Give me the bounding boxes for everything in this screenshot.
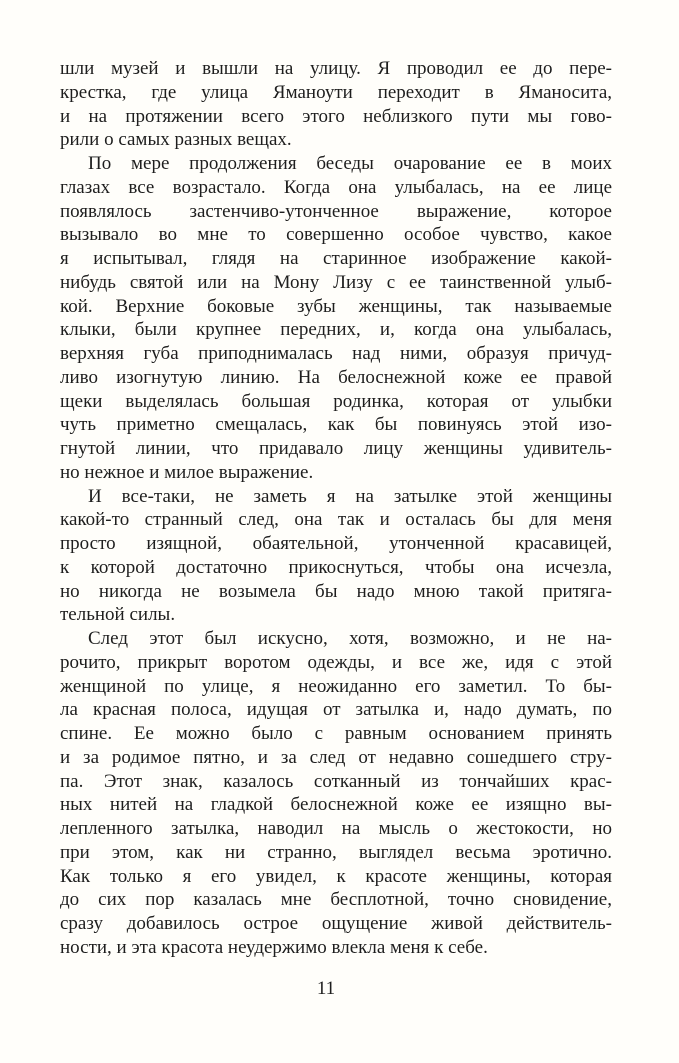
text-line: кой. Верхние боковые зубы женщины, так называемые	[60, 295, 612, 317]
text-line: какой-то странный след, она так и осталась бы для меня	[60, 509, 612, 531]
text-line: нибудь святой или на Мону Лизу с ее таинственной улыб-	[60, 271, 612, 293]
text-line: ных нитей на гладкой белоснежной коже ее изящно вы-	[60, 794, 612, 816]
text-line: вызывало во мне то совершенно особое чувство, какое	[60, 224, 612, 246]
text-line: тельной силы.	[60, 604, 176, 626]
text-line: лепленного затылка, наводил на мысль о жестокости, но	[60, 818, 612, 839]
text-line: крестка, где улица Яманоути переходит в Яманосита,	[60, 81, 612, 103]
text-line: но никогда не возымела бы надо мною такой притяга-	[60, 580, 612, 602]
text-line: глазах все возрастало. Когда она улыбалась, на ее лице	[60, 176, 612, 198]
text-line: ла красная полоса, идущая от затылка и, надо думать, по	[60, 699, 612, 721]
text-line: рочито, прикрыт воротом одежды, и все же, идя с этой	[60, 651, 612, 673]
text-line: ливо изогнутую линию. На белоснежной коже ее правой	[60, 366, 612, 388]
text-line: По мере продолжения беседы очарование ее в моих	[88, 153, 612, 174]
page-number: 11	[316, 978, 336, 999]
text-line: След этот был искусно, хотя, возможно, и не на-	[88, 628, 612, 649]
text-line: сразу добавилось острое ощущение живой действитель-	[60, 913, 612, 934]
text-line: клыки, были крупнее передних, и, когда она улыбалась,	[60, 319, 612, 341]
text-line: шли музей и вышли на улицу. Я проводил ее до пере-	[60, 58, 612, 79]
text-line: щеки выделялась большая родинка, которая от улыбки	[60, 390, 612, 412]
text-line: Как только я его увидел, к красоте женщины, которая	[60, 865, 612, 887]
text-line: И все-таки, не заметь я на затылке этой женщины	[88, 485, 612, 507]
text-line: гнутой линии, что придавало лицу женщины удивитель-	[60, 438, 612, 459]
text-line: при этом, как ни странно, выглядел весьма эротично.	[60, 841, 612, 863]
text-line: верхняя губа приподнималась над ними, образуя причуд-	[60, 343, 612, 364]
text-line: и за родимое пятно, и за след от недавно сошедшего стру-	[60, 746, 612, 768]
text-block	[60, 57, 612, 960]
text-line: просто изящной, обаятельной, утонченной красавицей,	[60, 533, 612, 554]
paragraph	[60, 627, 612, 960]
text-line: спине. Ее можно было с равным основанием принять	[60, 723, 612, 744]
text-line: я испытывал, глядя на старинное изображение какой-	[60, 248, 612, 269]
text-line: женщиной по улице, я неожиданно его заметил. То бы-	[60, 675, 612, 697]
paragraph	[60, 57, 612, 152]
text-line: к которой достаточно прикоснуться, чтобы она исчезла,	[60, 556, 612, 578]
text-line: но нежное и милое выражение.	[60, 461, 314, 483]
text-line: появлялось застенчиво-утонченное выражение, которое	[60, 200, 612, 222]
paragraph	[60, 485, 612, 628]
text-line: ности, и эта красота неудержимо влекла меня к себе.	[60, 936, 488, 958]
text-line: рили о самых разных вещах.	[60, 129, 292, 151]
paragraph	[60, 152, 612, 485]
text-line: чуть приметно смещалась, как бы повинуясь этой изо-	[60, 414, 612, 436]
text-line: па. Этот знак, казалось сотканный из тончайших крас-	[60, 770, 612, 792]
text-line: до сих пор казалась мне бесплотной, точно сновидение,	[60, 889, 612, 911]
text-line: и на протяжении всего этого неблизкого пути мы гово-	[60, 105, 612, 127]
